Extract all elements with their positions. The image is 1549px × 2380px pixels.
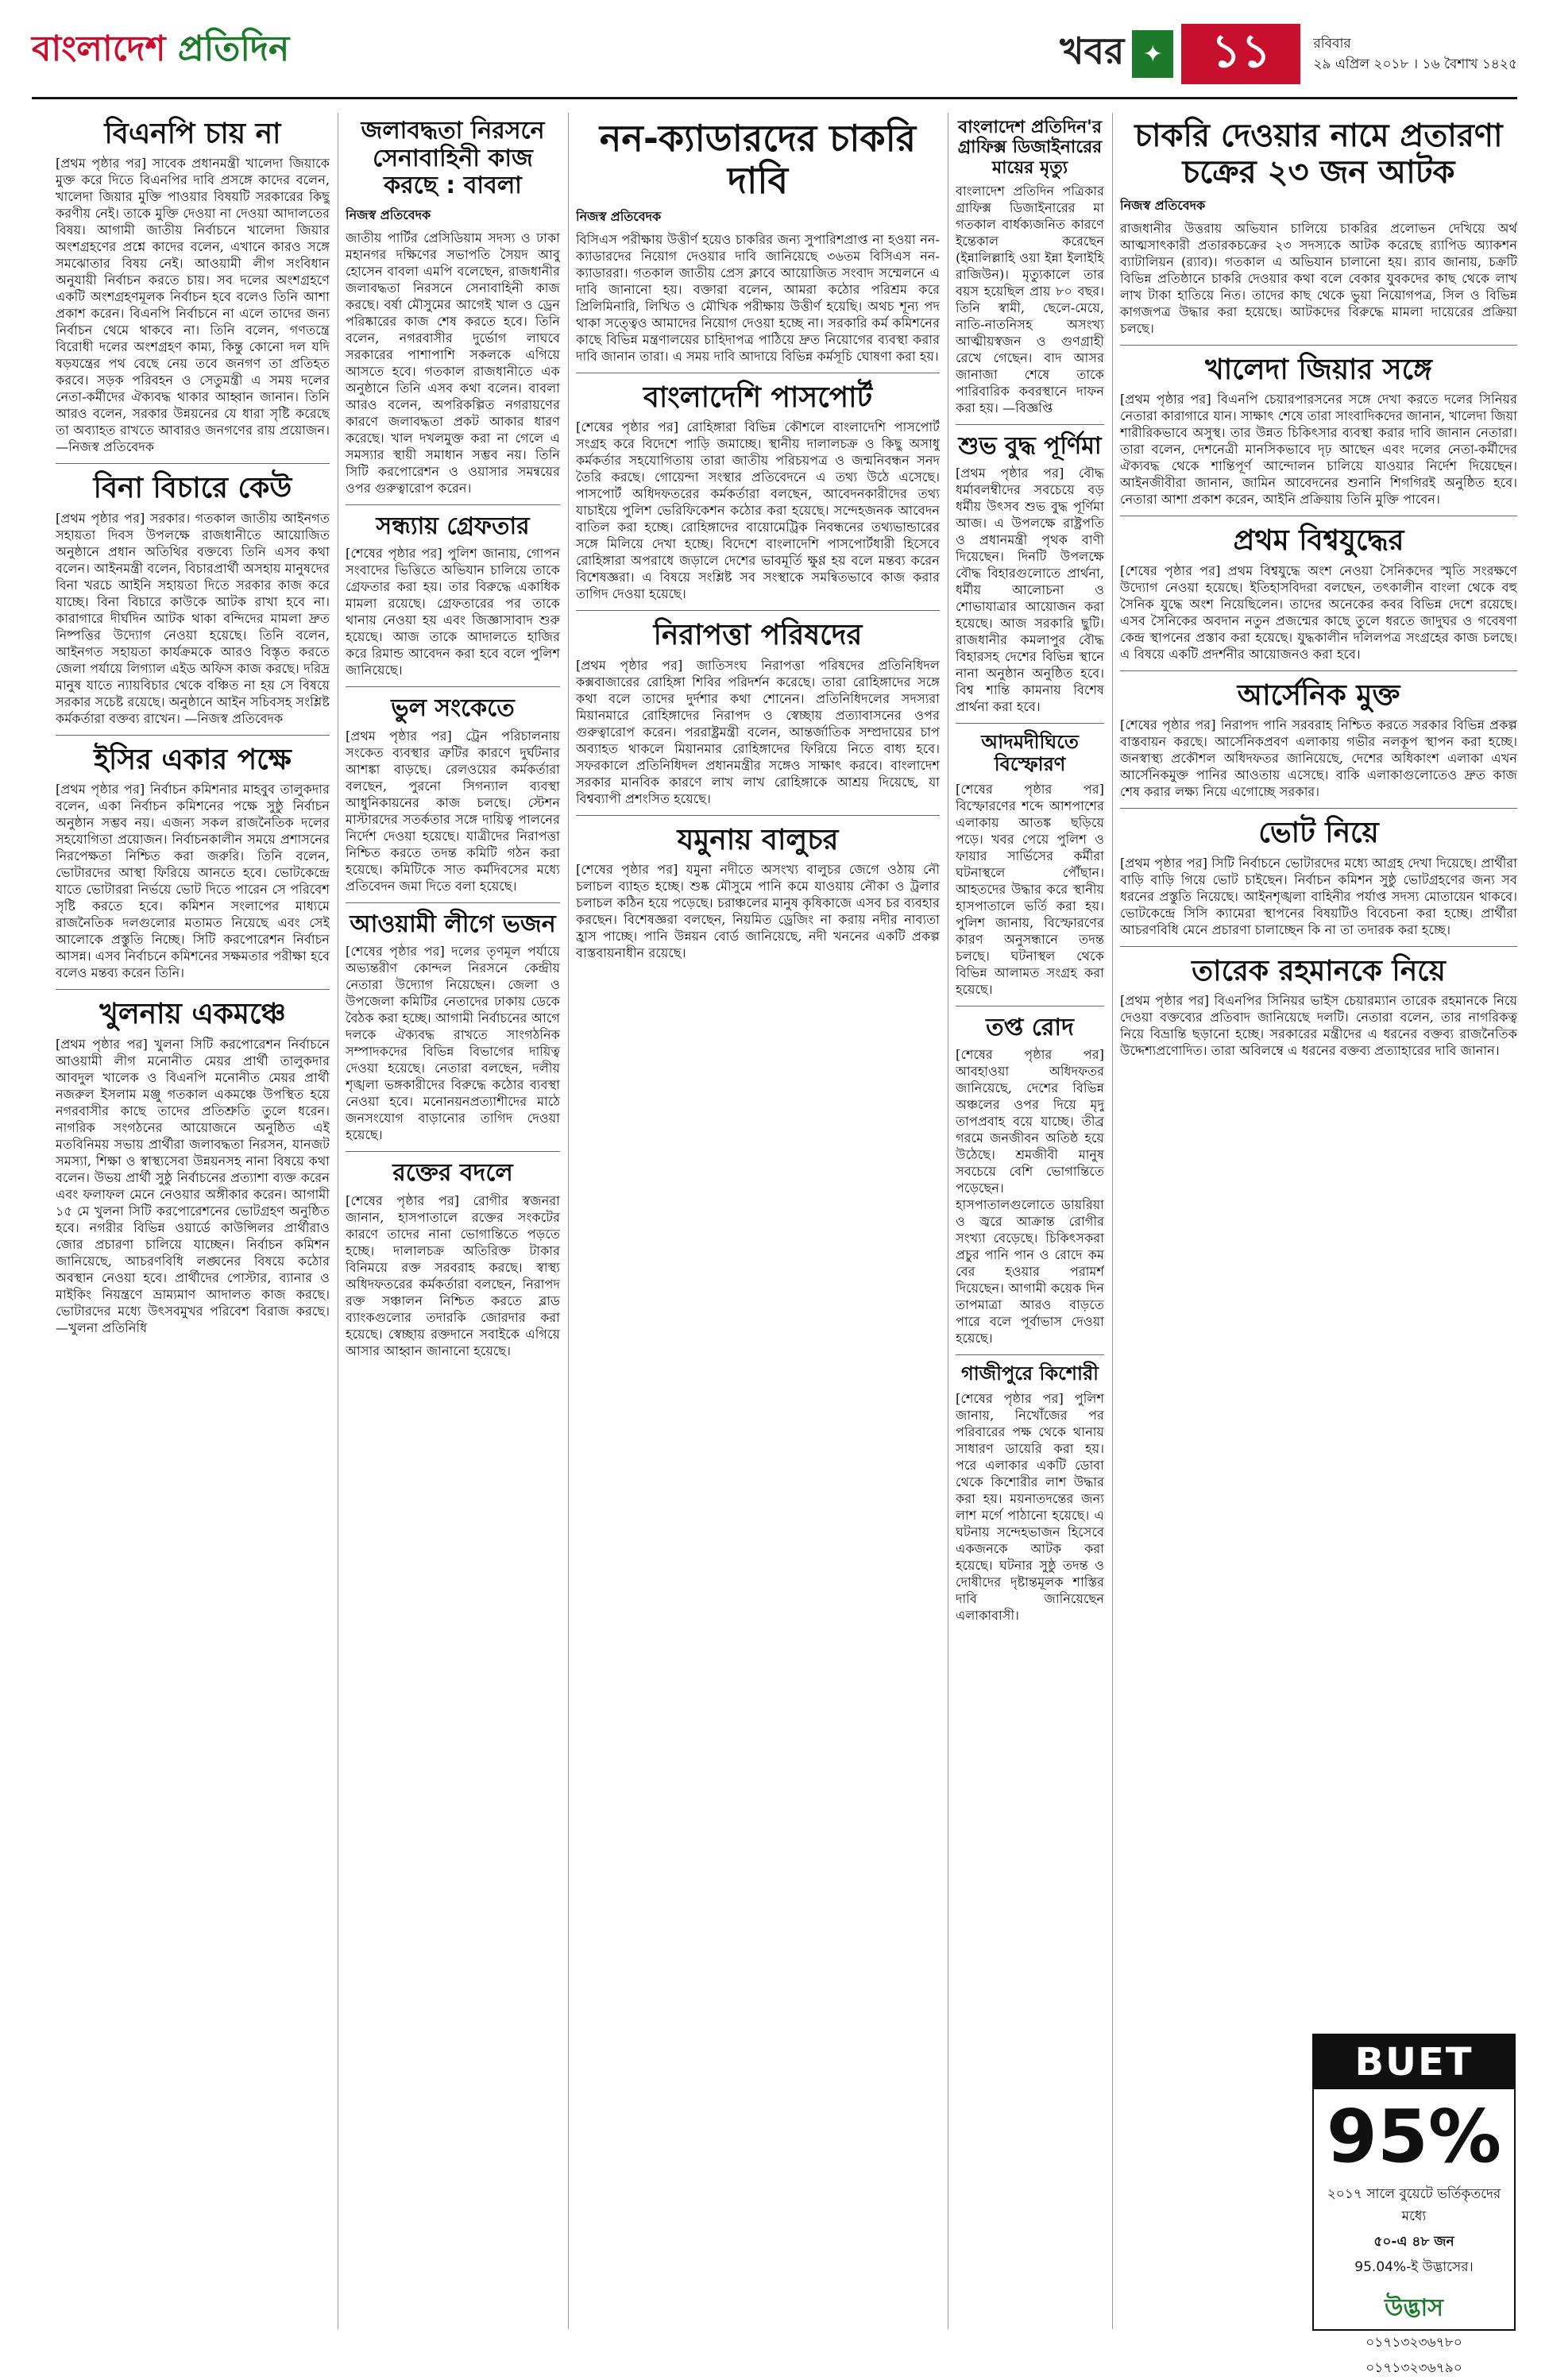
article-body: রাজধানীর উত্তরায় অভিযান চালিয়ে চাকরির প্রলোভন দেখিয়ে অর্থ আত্মসাৎকারী প্রতারকচক্রের ২৩ সদস্যকে আটক করেছে র‍্যাপিড অ্যাকশন ব্যাটালিয়ন (র‍্যাব)। গতকাল এ অভিযান চালানো হয়। র‍্যাব জানায়, চক্রটি বিভিন্ন প্রতিষ্ঠানে চাকরি দেওয়ার কথা বলে বেকার যুবকদের কাছ থেকে লাখ লাখ টাকা হাতিয়ে নিত। তাদের কাছ থেকে ভুয়া নিয়োগপত্র, সিল ও বিভিন্ন কাগজপত্র উদ্ধার করা হয়েছে। আটকদের বিরুদ্ধে মামলা দায়েরের প্রক্রিয়া চলছে।: [1120, 221, 1517, 336]
article-body: বিসিএস পরীক্ষায় উত্তীর্ণ হয়েও চাকরির জন্য সুপারিশপ্রাপ্ত না হওয়া নন-ক্যাডারদের নিয়োগ দেওয়ার দাবি জানিয়েছে ৩৬তম বিসিএস নন-ক্যাডাররা। গতকাল জাতীয় প্রেস ক্লাবে আয়োজিত সংবাদ সম্মেলনে এ দাবি জানানো হয়। বক্তারা বলেন, আমরা কঠোর পরিশ্রম করে প্রিলিমিনারি, লিখিত ও মৌখিক পরীক্ষায় উত্তীর্ণ হয়েছি। অথচ শূন্য পদ থাকা সত্ত্বেও আমাদের নিয়োগ দেওয়া হচ্ছে না। সরকারি কর্ম কমিশনের কাছে বিভিন্ন মন্ত্রণালয়ের চাহিদাপত্র পাঠিয়ে দ্রুত নিয়োগের ব্যবস্থা করার দাবি জানান তারা। এ সময় দাবি আদায়ে বিভিন্ন কর্মসূচি ঘোষণা করা হয়।: [576, 231, 940, 364]
column-4: [956, 113, 1104, 2329]
headline[interactable]: ভোট নিয়ে: [1258, 817, 1379, 850]
divider: [1120, 946, 1517, 947]
column-3: [576, 113, 940, 2329]
article-body: [শেষের পৃষ্ঠার পর] নিরাপদ পানি সরবরাহ নিশ্চিত করতে সরকার বিভিন্ন প্রকল্প বাস্তবায়ন করছে। আর্সেনিকপ্রবণ এলাকায় গভীর নলকূপ স্থাপন করা হচ্ছে। জনস্বাস্থ্য প্রকৌশল অধিদফতর জানিয়েছে, দেশের অধিকাংশ এলাকা এখন আর্সেনিকমুক্ত পানির আওতায় এসেছে। বাকি এলাকাগুলোতেও দ্রুত কাজ শেষ করার লক্ষ্য নিয়ে এগোচ্ছে সরকার।: [1120, 717, 1517, 800]
headline[interactable]: খালেদা জিয়ার সঙ্গে: [1205, 354, 1432, 386]
headline[interactable]: সন্ধ্যায় গ্রেফতার: [376, 512, 530, 540]
article-body: [প্রথম পৃষ্ঠার পর] বিএনপি চেয়ারপারসনের সঙ্গে দেখা করতে দলের সিনিয়র নেতারা কারাগারে যান। সাক্ষাৎ শেষে তারা সাংবাদিকদের জানান, খালেদা জিয়া শারীরিকভাবে অসুস্থ। তার উন্নত চিকিৎসার ব্যবস্থা করার দাবি জানান নেতারা। তারা বলেন, দেশনেত্রী মানসিকভাবে দৃঢ় আছেন এবং দলের নেতা-কর্মীদের ঐক্যবদ্ধ থেকে শান্তিপূর্ণ আন্দোলন চালিয়ে যাওয়ার নির্দেশ দিয়েছেন। আইনজীবীরা জানান, জামিন আবেদনের শুনানি শিগগিরই অনুষ্ঠিত হবে। নেতারা আশা প্রকাশ করেন, আইনি প্রক্রিয়ায় তিনি মুক্তি পাবেন।: [1120, 392, 1517, 508]
ad-brand: উদ্ভাস: [1385, 2294, 1443, 2322]
divider: [956, 723, 1104, 724]
article-body: [প্রথম পৃষ্ঠার পর] ট্রেন পরিচালনায় সংকেত ব্যবস্থার ত্রুটির কারণে দুর্ঘটনার আশঙ্কা বাড়ছে। রেলওয়ের কর্মকর্তারা বলছেন, পুরনো সিগন্যাল ব্যবস্থা আধুনিকায়নের কাজ চলছে। স্টেশন মাস্টারদের সতর্কতার সঙ্গে দায়িত্ব পালনের নির্দেশ দেওয়া হয়েছে। যাত্রীদের নিরাপত্তা নিশ্চিত করতে তদন্ত কমিটি গঠন করা হয়েছে। কমিটিকে সাত কর্মদিবসের মধ্যে প্রতিবেদন জমা দিতে বলা হয়েছে।: [346, 728, 560, 894]
headline[interactable]: জলাবদ্ধতা নিরসনে সেনাবাহিনী কাজ করছে : বাবলা: [361, 117, 545, 199]
article-body: [প্রথম পৃষ্ঠার পর] সাবেক প্রধানমন্ত্রী খালেদা জিয়াকে মুক্ত করে দিতে বিএনপির দাবি প্রসঙ্গে কাদের বলেন, খালেদা জিয়ার মুক্তি পাওয়ার বিষয়টি সরকারের কিছু করণীয় নেই। তাকে মুক্তি দেওয়া না দেওয়া আদালতের বিষয়। আগামী জাতীয় নির্বাচনে খালেদা জিয়ার অংশগ্রহণের প্রশ্নে কাদের বলেন, এখানে কারও সঙ্গে সমঝোতার বিষয় নেই। আওয়ামী লীগ সংবিধান অনুযায়ী নির্বাচন করতে চায়। সব দলের অংশগ্রহণে একটি অংশগ্রহণমূলক নির্বাচন হবে বলেও তিনি আশা প্রকাশ করেন। বিএনপি নির্বাচনে না এলে তাদের জন্য নির্বাচন থেমে থাকবে না। তিনি বলেন, গণতন্ত্রে বিরোধী দলের অংশগ্রহণ কাম্য, কিন্তু কোনো দল যদি ষড়যন্ত্রের পথ বেছে নেয় তবে জনগণ তা প্রতিহত করবে। সড়ক পরিবহন ও সেতুমন্ত্রী এ সময় দলের নেতা-কর্মীদের ঐক্যবদ্ধ থাকার আহ্বান জানান। তিনি আরও বলেন, সরকার উন্নয়নের যে ধারা সৃষ্টি করেছে তা অব্যাহত রাখতে আবারও জনগণের রায় প্রয়োজন। —নিজস্ব প্রতিবেদক: [56, 156, 330, 455]
article-body: [শেষের পৃষ্ঠার পর] বিস্ফোরণের শব্দে আশপাশের এলাকায় আতঙ্ক ছড়িয়ে পড়ে। খবর পেয়ে পুলিশ ও ফায়ার সার্ভিসের কর্মীরা ঘটনাস্থলে পৌঁছান। আহতদের উদ্ধার করে স্থানীয় হাসপাতালে ভর্তি করা হয়। পুলিশ জানায়, বিস্ফোরণের কারণ অনুসন্ধানে তদন্ত চলছে। ঘটনাস্থল থেকে বিভিন্ন আলামত সংগ্রহ করা হয়েছে।: [956, 781, 1104, 997]
section-name: খবর: [1060, 29, 1125, 72]
divider: [576, 610, 940, 611]
divider: [1120, 670, 1517, 671]
article-body: বাংলাদেশ প্রতিদিন পত্রিকার গ্রাফিক্স ডিজাইনারের মা গতকাল বার্ধক্যজনিত কারণে ইন্তেকাল করেছেন (ইন্নালিল্লাহি ওয়া ইন্না ইলাইহি রাজিউন)। মৃত্যুকালে তার বয়স হয়েছিল প্রায় ৮০ বছর। তিনি স্বামী, ছেলে-মেয়ে, নাতি-নাতনিসহ অসংখ্য আত্মীয়স্বজন ও গুণগ্রাহী রেখে গেছেন। বাদ আসর জানাজা শেষে তাকে পারিবারিক কবরস্থানে দাফন করা হয়। —বিজ্ঞপ্তি: [956, 183, 1104, 415]
ad-title: BUET: [1314, 2035, 1514, 2089]
headline[interactable]: প্রথম বিশ্বযুদ্ধের: [1233, 524, 1404, 558]
column-divider: [1112, 113, 1113, 2329]
article-body: [শেষের পৃষ্ঠার পর] আবহাওয়া অধিদফতর জানিয়েছে, দেশের বিভিন্ন অঞ্চলের ওপর দিয়ে মৃদু তাপপ্রবাহ বয়ে যাচ্ছে। তীব্র গরমে জনজীবন অতিষ্ঠ হয়ে উঠেছে। শ্রমজীবী মানুষ সবচেয়ে বেশি ভোগান্তিতে পড়েছেন। হাসপাতালগুলোতে ডায়রিয়া ও জ্বরে আক্রান্ত রোগীর সংখ্যা বেড়েছে। চিকিৎসকরা প্রচুর পানি পান ও রোদে কম বের হওয়ার পরামর্শ দিয়েছেন। আগামী কয়েক দিন তাপমাত্রা আরও বাড়তে পারে বলে পূর্বাভাস দেওয়া হয়েছে।: [956, 1047, 1104, 1346]
column-5: [1120, 113, 1517, 2329]
divider: [956, 1354, 1104, 1355]
divider: [56, 735, 330, 736]
page-number: ১১: [1181, 24, 1300, 84]
headline[interactable]: তারেক রহমানকে নিয়ে: [1192, 954, 1446, 987]
headline[interactable]: আদমদীঘিতে বিস্ফোরণ: [981, 731, 1079, 775]
headline[interactable]: নন-ক্যাডারদের চাকরি দাবি: [599, 117, 917, 202]
day-label: রবিবার: [1313, 36, 1351, 52]
divider: [1120, 345, 1517, 346]
divider: [576, 815, 940, 816]
divider: [346, 504, 560, 505]
date-block: [1313, 33, 1517, 75]
byline: নিজস্ব প্রতিবেদক: [1120, 198, 1206, 213]
date-label: ২৯ এপ্রিল ২০১৮ । ১৬ বৈশাখ ১৪২৫: [1313, 56, 1517, 72]
ad-line: ২০১৭ সালে বুয়েটে ভর্তিকৃতদের মধ্যে: [1327, 2186, 1501, 2224]
title-part2: প্রতিদিন: [177, 29, 290, 69]
article-body: [প্রথম পৃষ্ঠার পর] সরকার। গতকাল জাতীয় আইনগত সহায়তা দিবস উপলক্ষে রাজধানীতে আয়োজিত অনুষ্ঠানে প্রধান অতিথির বক্তব্যে তিনি এসব কথা বলেন। আইনমন্ত্রী বলেন, বিচারপ্রার্থী অসহায় মানুষদের বিনা খরচে আইনি সহায়তা দিতে সরকার কাজ করে যাচ্ছে। বিনা বিচারে কাউকে আটক রাখা হবে না। কারাগারে দীর্ঘদিন আটক থাকা বন্দিদের মামলা দ্রুত নিষ্পত্তির উদ্যোগ নেওয়া হয়েছে। তিনি বলেন, আইনগত সহায়তা কার্যক্রমকে আরও বিস্তৃত করতে জেলা পর্যায়ে লিগ্যাল এইড অফিস কাজ করছে। দরিদ্র মানুষ যাতে ন্যায়বিচার থেকে বঞ্চিত না হয় সে বিষয়ে সরকার সচেষ্ট রয়েছে। অনুষ্ঠানে আইন সচিবসহ সংশ্লিষ্ট কর্মকর্তারা বক্তব্য রাখেন। —নিজস্ব প্রতিবেদক: [56, 510, 330, 726]
divider: [56, 989, 330, 990]
headline[interactable]: যমুনায় বালুচর: [677, 823, 839, 856]
article-body: জাতীয় পার্টির প্রেসিডিয়াম সদস্য ও ঢাকা মহানগর দক্ষিণের সভাপতি সৈয়দ আবু হোসেন বাবলা এমপি বলেছেন, রাজধানীর জলাবদ্ধতা নিরসনে সেনাবাহিনী কাজ করছে। বর্ষা মৌসুমের আগেই খাল ও ড্রেন পরিষ্কারের কাজ শেষ করতে হবে। তিনি বলেন, নগরবাসীর দুর্ভোগ লাঘবে সরকারের পাশাপাশি সকলকে এগিয়ে আসতে হবে। গতকাল রাজধানীতে এক অনুষ্ঠানে তিনি এসব কথা বলেন। বাবলা আরও বলেন, অপরিকল্পিত নগরায়ণের কারণে জলাবদ্ধতা প্রকট আকার ধারণ করেছে। খাল দখলমুক্ত করা না গেলে এ সমস্যার স্থায়ী সমাধান সম্ভব নয়। তিনি সিটি করপোরেশন ও ওয়াসার সমন্বয়ের ওপর গুরুত্বারোপ করেন।: [346, 230, 560, 496]
article-body: [প্রথম পৃষ্ঠার পর] বিএনপির সিনিয়র ভাইস চেয়ারম্যান তারেক রহমানকে নিয়ে দেওয়া বক্তব্যের প্রতিবাদ জানিয়েছে দলটি। নেতারা বলেন, তার নাগরিকত্ব নিয়ে বিভ্রান্তি ছড়ানো হচ্ছে। সরকারের মন্ত্রীদের এ ধরনের বক্তব্য রাজনৈতিক উদ্দেশ্যপ্রণোদিত। তারা অবিলম্বে এ ধরনের বক্তব্য প্রত্যাহারের দাবি জানান।: [1120, 992, 1517, 1058]
divider: [956, 424, 1104, 425]
ad-phone: ০১৭১৩২৩৬৭৯০: [1366, 2360, 1462, 2376]
headline[interactable]: আওয়ামী লীগে ভজন: [350, 910, 556, 938]
headline[interactable]: বিনা বিচারে কেউ: [93, 472, 292, 505]
ad-percentage: 95%: [1326, 2094, 1502, 2179]
section-icon: ✦: [1132, 30, 1173, 78]
page-info: [1060, 22, 1517, 86]
article-body: [প্রথম পৃষ্ঠার পর] বৌদ্ধ ধর্মাবলম্বীদের সবচেয়ে বড় ধর্মীয় উৎসব শুভ বুদ্ধ পূর্ণিমা আজ। এ উপলক্ষে রাষ্ট্রপতি ও প্রধানমন্ত্রী পৃথক বাণী দিয়েছেন। দিনটি উপলক্ষে বৌদ্ধ বিহারগুলোতে প্রার্থনা, ধর্মীয় আলোচনা ও শোভাযাত্রার আয়োজন করা হয়েছে। আজ সরকারি ছুটি। রাজধানীর কমলাপুর বৌদ্ধ বিহারসহ দেশের বিভিন্ন স্থানে নানা অনুষ্ঠান অনুষ্ঠিত হবে। বিশ্ব শান্তি কামনায় বিশেষ প্রার্থনা করা হবে।: [956, 466, 1104, 715]
headline[interactable]: শুভ বুদ্ধ পূর্ণিমা: [958, 431, 1102, 460]
headline[interactable]: নিরাপত্তা পরিষদের: [653, 619, 863, 652]
newspaper-title[interactable]: [32, 22, 289, 80]
ad-line: 95.04%-ই উদ্ভাসের।: [1354, 2259, 1474, 2275]
divider: [56, 463, 330, 464]
headline[interactable]: খুলনায় একমঞ্চে: [99, 998, 286, 1031]
title-part1: বাংলাদেশ: [32, 29, 166, 69]
article-body: [শেষের পৃষ্ঠার পর] প্রথম বিশ্বযুদ্ধে অংশ নেওয়া সৈনিকদের স্মৃতি সংরক্ষণে উদ্যোগ নেওয়া হয়েছে। ইতিহাসবিদরা বলছেন, তৎকালীন বাংলা থেকে বহু সৈনিক যুদ্ধে অংশ নিয়েছিলেন। তাদের অনেকের কবর বিভিন্ন দেশে রয়েছে। এসব সৈনিকের অবদান নতুন প্রজন্মের কাছে তুলে ধরতে জাদুঘর ও গবেষণা কেন্দ্র স্থাপনের প্রস্তাব করা হয়েছে। যুদ্ধকালীন দলিলপত্র সংগ্রহের কাজ চলছে। এ বিষয়ে একটি প্রদর্শনীর আয়োজনও করা হবে।: [1120, 562, 1517, 662]
headline[interactable]: রক্তের বদলে: [392, 1159, 513, 1187]
masthead-rule: [32, 97, 1517, 99]
divider: [1120, 808, 1517, 809]
article-body: [প্রথম পৃষ্ঠার পর] খুলনা সিটি করপোরেশন নির্বাচনে আওয়ামী লীগ মনোনীত মেয়র প্রার্থী তালুকদার আবদুল খালেক ও বিএনপি মনোনীত মেয়র প্রার্থী নজরুল ইসলাম মঞ্জু গতকাল একমঞ্চে উপস্থিত হয়ে নগরবাসীর কাছে তাদের প্রতিশ্রুতি তুলে ধরেন। নাগরিক সংগঠনের আয়োজনে অনুষ্ঠিত এই মতবিনিময় সভায় প্রার্থীরা জলাবদ্ধতা নিরসন, যানজট সমস্যা, শিক্ষা ও স্বাস্থ্যসেবা উন্নয়নসহ নানা বিষয়ে কথা বলেন। উভয় প্রার্থী সুষ্ঠু নির্বাচনের প্রত্যাশা ব্যক্ত করেন এবং ফলাফল মেনে নেওয়ার অঙ্গীকার করেন। আগামী ১৫ মে খুলনা সিটি করপোরেশনের ভোটগ্রহণ অনুষ্ঠিত হবে। নগরীর বিভিন্ন ওয়ার্ডে কাউন্সিলর প্রার্থীরাও জোর প্রচারণা চালিয়ে যাচ্ছেন। নির্বাচন কমিশন জানিয়েছে, আচরণবিধি লঙ্ঘনের বিষয়ে কঠোর অবস্থান নেওয়া হবে। প্রার্থীদের পোস্টার, ব্যানার ও মাইকিং নিয়ন্ত্রণে ভ্রাম্যমাণ আদালত কাজ করছে। ভোটারদের মধ্যে উৎসবমুখর পরিবেশ বিরাজ করছে। —খুলনা প্রতিনিধি: [56, 1036, 330, 1335]
headline[interactable]: বাংলাদেশি পাসপোর্ট: [643, 381, 873, 414]
article-body: [শেষের পৃষ্ঠার পর] যমুনা নদীতে অসংখ্য বালুচর জেগে ওঠায় নৌ চলাচল ব্যাহত হচ্ছে। শুষ্ক মৌসুমে পানি কমে যাওয়ায় নৌকা ও ট্রলার চলাচল কঠিন হয়ে পড়েছে। চরাঞ্চলের মানুষ কৃষিকাজে এসব চর ব্যবহার করছেন। বিশেষজ্ঞরা বলছেন, নিয়মিত ড্রেজিং না করায় নদীর নাব্যতা হ্রাস পাচ্ছে। পানি উন্নয়ন বোর্ড জানিয়েছে, নদী খননের একটি প্রকল্প বাস্তবায়নাধীন রয়েছে।: [576, 861, 940, 960]
column-1: [56, 113, 330, 2329]
headline[interactable]: বাংলাদেশ প্রতিদিন'র গ্রাফিক্স ডিজাইনারের মায়ের মৃত্যু: [957, 118, 1103, 178]
article-body: [শেষের পৃষ্ঠার পর] দলের তৃণমূল পর্যায়ে অভ্যন্তরীণ কোন্দল নিরসনে কেন্দ্রীয় নেতারা উদ্যোগ নিয়েছেন। জেলা ও উপজেলা কমিটির নেতাদের ঢাকায় ডেকে বৈঠক করা হচ্ছে। আগামী নির্বাচনের আগে দলকে ঐক্যবদ্ধ রাখতে সাংগঠনিক সম্পাদকদের বিভিন্ন বিভাগের দায়িত্ব দেওয়া হয়েছে। নেতারা বলছেন, দলীয় শৃঙ্খলা ভঙ্গকারীদের বিরুদ্ধে কঠোর ব্যবস্থা নেওয়া হবে। মনোনয়নপ্রত্যাশীদের মাঠে জনসংযোগ বাড়ানোর তাগিদ দেওয়া হয়েছে।: [346, 944, 560, 1142]
divider: [346, 1151, 560, 1152]
buet-advertisement[interactable]: [1312, 2034, 1516, 2376]
article-body: [প্রথম পৃষ্ঠার পর] সিটি নির্বাচনে ভোটারদের মধ্যে আগ্রহ দেখা দিয়েছে। প্রার্থীরা বাড়ি বাড়ি গিয়ে ভোট চাইছেন। নির্বাচন কমিশন সুষ্ঠু ভোটগ্রহণের জন্য সব ধরনের প্রস্তুতি নিয়েছে। আইনশৃঙ্খলা বাহিনীর পর্যাপ্ত সদস্য মোতায়েন থাকবে। ভোটকেন্দ্রে সিসি ক্যামেরা স্থাপনের বিষয়টিও বিবেচনা করা হচ্ছে। প্রার্থীরা আচরণবিধি মেনে প্রচারণা চালাচ্ছেন কি না তা তদারক করা হচ্ছে।: [1120, 855, 1517, 937]
column-2: [346, 113, 560, 2329]
column-divider: [568, 113, 569, 2329]
article-body: [প্রথম পৃষ্ঠার পর] নির্বাচন কমিশনার মাহবুব তালুকদার বলেন, একা নির্বাচন কমিশনের পক্ষে সুষ্ঠু নির্বাচন অনুষ্ঠান সম্ভব নয়। এজন্য সকল রাজনৈতিক দলের সহযোগিতা প্রয়োজন। নির্বাচনকালীন সময়ে প্রশাসনের নিরপেক্ষতা নিশ্চিত করা জরুরি। তিনি বলেন, ভোটারদের আস্থা ফিরিয়ে আনতে হবে। ভোটকেন্দ্রে যাতে ভোটাররা নির্ভয়ে ভোট দিতে পারেন সে পরিবেশ সৃষ্টি করতে হবে। কমিশন সংলাপের মাধ্যমে রাজনৈতিক দলগুলোর মতামত নিয়েছে এবং সেই আলোকে প্রস্তুতি নিচ্ছে। সিটি করপোরেশন নির্বাচন আসন্ন। এসব নির্বাচনে কমিশনের সক্ষমতার পরীক্ষা হবে বলেও মন্তব্য করেন তিনি।: [56, 782, 330, 981]
headline[interactable]: বিএনপি চায় না: [104, 118, 281, 150]
byline: নিজস্ব প্রতিবেদক: [576, 208, 662, 224]
headline[interactable]: ইসির একার পক্ষে: [94, 743, 292, 776]
byline: নিজস্ব প্রতিবেদক: [346, 207, 431, 222]
divider: [346, 902, 560, 903]
headline[interactable]: তপ্ত রোদ: [986, 1013, 1074, 1041]
article-body: [প্রথম পৃষ্ঠার পর] জাতিসংঘ নিরাপত্তা পরিষদের প্রতিনিধিদল কক্সবাজারের রোহিঙ্গা শিবির পরিদর্শন করেছে। তারা রোহিঙ্গাদের সঙ্গে কথা বলে তাদের দুর্দশার কথা শোনেন। প্রতিনিধিদলের সদস্যরা মিয়ানমারে রোহিঙ্গাদের নিরাপদ ও স্বেচ্ছায় প্রত্যাবাসনের ওপর গুরুত্বারোপ করেন। পররাষ্ট্রমন্ত্রী বলেন, আন্তর্জাতিক সম্প্রদায়ের চাপ অব্যাহত থাকলে মিয়ানমার রোহিঙ্গাদের ফিরিয়ে নিতে বাধ্য হবে। সফরকালে প্রতিনিধিদল প্রধানমন্ত্রীর সঙ্গেও সাক্ষাৎ করবে। বাংলাদেশ সরকার মানবিক কারণে লাখ লাখ রোহিঙ্গাকে আশ্রয় দিয়েছে, যা বিশ্বব্যাপী প্রশংসিত হয়েছে।: [576, 657, 940, 806]
ad-phone: ০১৭১৩২৩৬৭৮০: [1366, 2335, 1462, 2351]
article-body: [শেষের পৃষ্ঠার পর] রোগীর স্বজনরা জানান, হাসপাতালে রক্তের সংকটের কারণে তাদের নানা ভোগান্তিতে পড়তে হচ্ছে। দালালচক্র অতিরিক্ত টাকার বিনিময়ে রক্ত সরবরাহ করছে। স্বাস্থ্য অধিদফতরের কর্মকর্তারা বলছেন, নিরাপদ রক্ত সঞ্চালন নিশ্চিত করতে ব্লাড ব্যাংকগুলোর তদারকি জোরদার করা হয়েছে। স্বেচ্ছায় রক্তদানে সবাইকে এগিয়ে আসার আহ্বান জানানো হয়েছে।: [346, 1192, 560, 1358]
article-body: [শেষের পৃষ্ঠার পর] পুলিশ জানায়, নিখোঁজের পর পরিবারের পক্ষ থেকে থানায় সাধারণ ডায়েরি করা হয়। পরে এলাকার একটি ডোবা থেকে কিশোরীর লাশ উদ্ধার করা হয়। ময়নাতদন্তের জন্য লাশ মর্গে পাঠানো হয়েছে। এ ঘটনায় সন্দেহভাজন হিসেবে একজনকে আটক করা হয়েছে। ঘটনার সুষ্ঠু তদন্ত ও দোষীদের দৃষ্টান্তমূলক শাস্তির দাবি জানিয়েছেন এলাকাবাসী।: [956, 1390, 1104, 1623]
headline[interactable]: ভুল সংকেতে: [391, 694, 515, 722]
ad-line: ৫০-এ ৪৮ জন: [1373, 2234, 1454, 2250]
headline[interactable]: গাজীপুরে কিশোরী: [960, 1362, 1099, 1385]
divider: [346, 686, 560, 687]
article-body: [শেষের পৃষ্ঠার পর] রোহিঙ্গারা বিভিন্ন কৌশলে বাংলাদেশি পাসপোর্ট সংগ্রহ করে বিদেশে পাড়ি জমাচ্ছে। স্থানীয় দালালচক্র ও কিছু অসাধু কর্মকর্তার সহযোগিতায় তারা জাতীয় পরিচয়পত্র ও জন্মনিবন্ধন সনদ তৈরি করছে। গোয়েন্দা সংস্থার প্রতিবেদনে এ তথ্য উঠে এসেছে। পাসপোর্ট অধিদফতরের কর্মকর্তারা বলছেন, আবেদনকারীদের তথ্য যাচাইয়ে পুলিশ ভেরিফিকেশন কঠোর করা হয়েছে। সন্দেহজনক আবেদন বাতিল করা হচ্ছে। রোহিঙ্গাদের বায়োমেট্রিক নিবন্ধনের তথ্যভান্ডারের সঙ্গে মিলিয়ে দেখা হচ্ছে। বিদেশে বাংলাদেশি পাসপোর্টধারী হিসেবে রোহিঙ্গারা অপরাধে জড়ালে দেশের ভাবমূর্তি ক্ষুণ্ণ হয় বলে মন্তব্য করেন বিশেষজ্ঞরা। এ বিষয়ে সংশ্লিষ্ট সব সংস্থাকে সমন্বিতভাবে কাজ করার তাগিদ দেওয়া হয়েছে।: [576, 419, 940, 602]
headline[interactable]: চাকরি দেওয়ার নামে প্রতারণা চক্রের ২৩ জন আটক: [1134, 118, 1503, 191]
article-body: [শেষের পৃষ্ঠার পর] পুলিশ জানায়, গোপন সংবাদের ভিত্তিতে অভিযান চালিয়ে তাকে গ্রেফতার করা হয়। তার বিরুদ্ধে একাধিক মামলা রয়েছে। গ্রেফতারের পর তাকে থানায় নেওয়া হয় এবং জিজ্ঞাসাবাদ শুরু হয়েছে। আজ তাকে আদালতে হাজির করে রিমান্ড আবেদন করা হবে বলে পুলিশ জানিয়েছে।: [346, 546, 560, 678]
headline[interactable]: আর্সেনিক মুক্ত: [1237, 678, 1400, 712]
masthead: [32, 14, 1517, 108]
